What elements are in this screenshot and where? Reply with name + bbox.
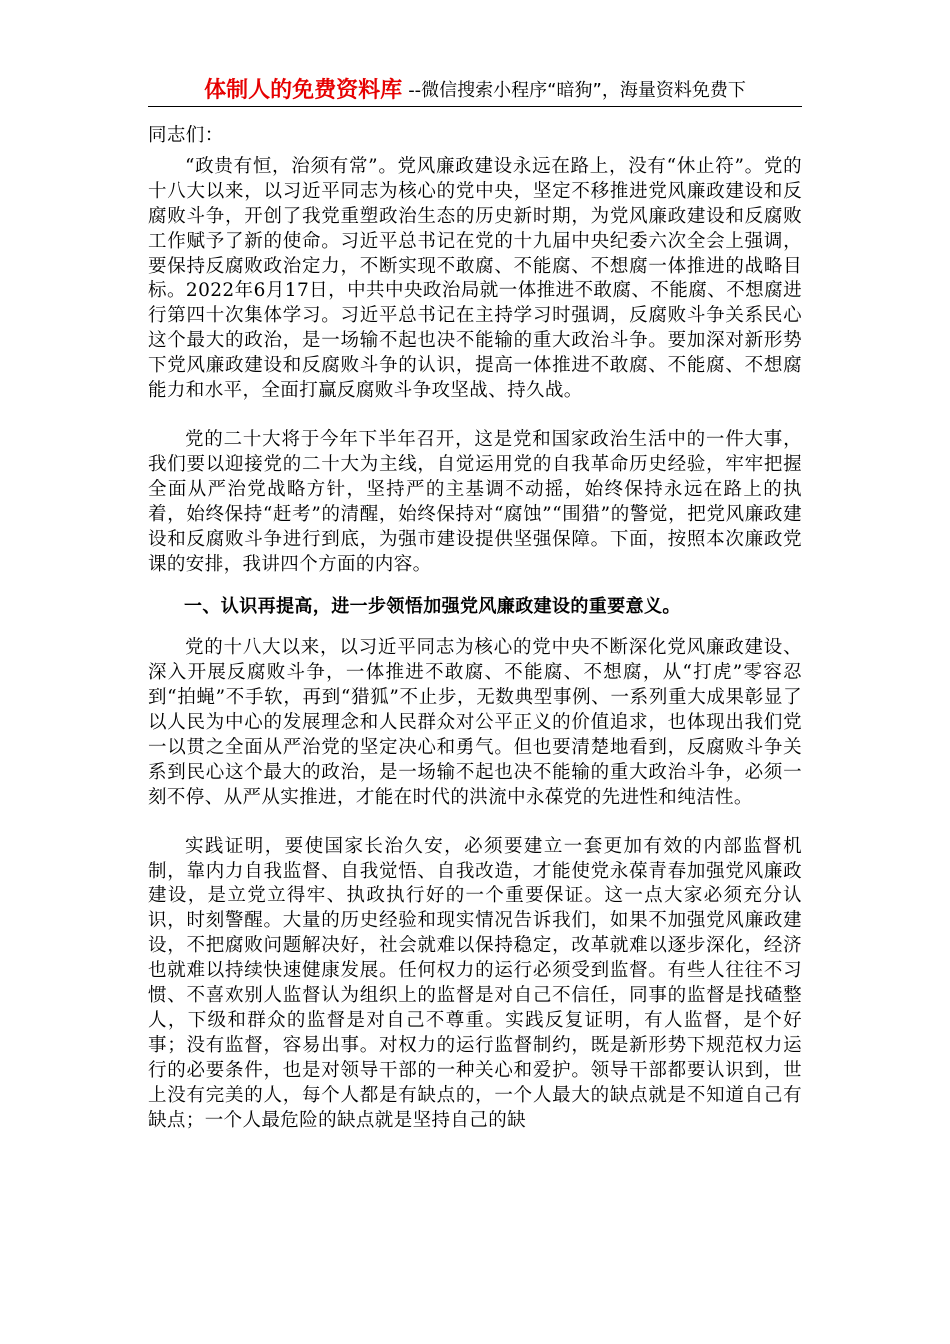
- section-heading-1: 一、认识再提高，进一步领悟加强党风廉政建设的重要意义。: [184, 596, 681, 618]
- paragraph-section-2: 实践证明，要使国家长治久安，必须要建立一套更加有效的内部监督机制，靠内力自我监督、自我觉悟、自我改造，才能使党永葆青春加强党风廉政建设，是立党立得牢、执政执行好的一个重要保证。这一点大家必须充分认识，时刻警醒。大量的历史经验和现实情况告诉我们，如果不加强党风廉政建设，不把腐败问题解决好，社会就难以保持稳定，改革就难以逐步深化，经济也就难以持续快速健康发展。任何权力的运行必须受到监督。有些人往往不习惯、不喜欢别人监督认为组织上的监督是对自己不信任，同事的监督是找碴整人，下级和群众的监督是对自己不尊重。实践反复证明，有人监督，是个好事；没有监督，容易出事。对权力的运行监督制约，既是新形势下规范权力运行的必要条件，也是对领导干部的一种关心和爱护。领导干部都要认识到，世上没有完美的人，每个人都是有缺点的，一个人最大的缺点就是不知道自己有缺点；一个人最危险的缺点就是坚持自己的缺: [148, 835, 802, 1131]
- page-header: [148, 72, 802, 107]
- header-brand: 体制人的免费资料库: [204, 78, 403, 103]
- paragraph-section-1: 党的十八大以来，以习近平同志为核心的党中央不断深化党风廉政建设、深入开展反腐败斗争，一体推进不敢腐、不能腐、不想腐，从“打虎”零容忍到“拍蝇”不手软，再到“猎狐”不止步，无数典型事例、一系列重大成果彰显了以人民为中心的发展理念和人民群众对公平正义的价值追求，也体现出我们党一以贯之全面从严治党的坚定决心和勇气。但也要清楚地看到，反腐败斗争关系到民心这个最大的政治，是一场输不起也决不能输的重大政治斗争，必须一刻不停、从严从实推进，才能在时代的洪流中永葆党的先进性和纯洁性。: [148, 637, 802, 808]
- document-body: [148, 124, 802, 1134]
- header-slogan: --微信搜索小程序“暗狗”，海量资料免费下: [408, 80, 746, 101]
- paragraph-intro-2: 党的二十大将于今年下半年召开，这是党和国家政治生活中的一件大事，我们要以迎接党的二十大为主线，自觉运用党的自我革命历史经验，牢牢把握全面从严治党战略方针，坚持严的主基调不动摇，始终保持永远在路上的执着，始终保持“赶考”的清醒，始终保持对“腐蚀”“围猎”的警觉，把党风廉政建设和反腐败斗争进行到底，为强市建设提供坚强保障。下面，按照本次廉政党课的安排，我讲四个方面的内容。: [148, 428, 802, 575]
- paragraph-intro-1: “政贵有恒，治须有常”。党风廉政建设永远在路上，没有“休止符”。党的十八大以来，以习近平同志为核心的党中央，坚定不移推进党风廉政建设和反腐败斗争，开创了我党重塑政治生态的历史新时期，为党风廉政建设和反腐败工作赋予了新的使命。习近平总书记在党的十九届中央纪委六次全会上强调，要保持反腐败政治定力，不断实现不敢腐、不能腐、不想腐一体推进的战略目标。2022年6月17日，中共中央政治局就一体推进不敢腐、不能腐、不想腐进行第四十次集体学习。习近平总书记在主持学习时强调，反腐败斗争关系民心这个最大的政治，是一场输不起也决不能输的重大政治斗争。要加深对新形势下党风廉政建设和反腐败斗争的认识，提高一体推进不敢腐、不能腐、不想腐能力和水平，全面打赢反腐败斗争攻坚战、持久战。: [148, 155, 802, 402]
- salutation: 同志们：: [148, 125, 224, 146]
